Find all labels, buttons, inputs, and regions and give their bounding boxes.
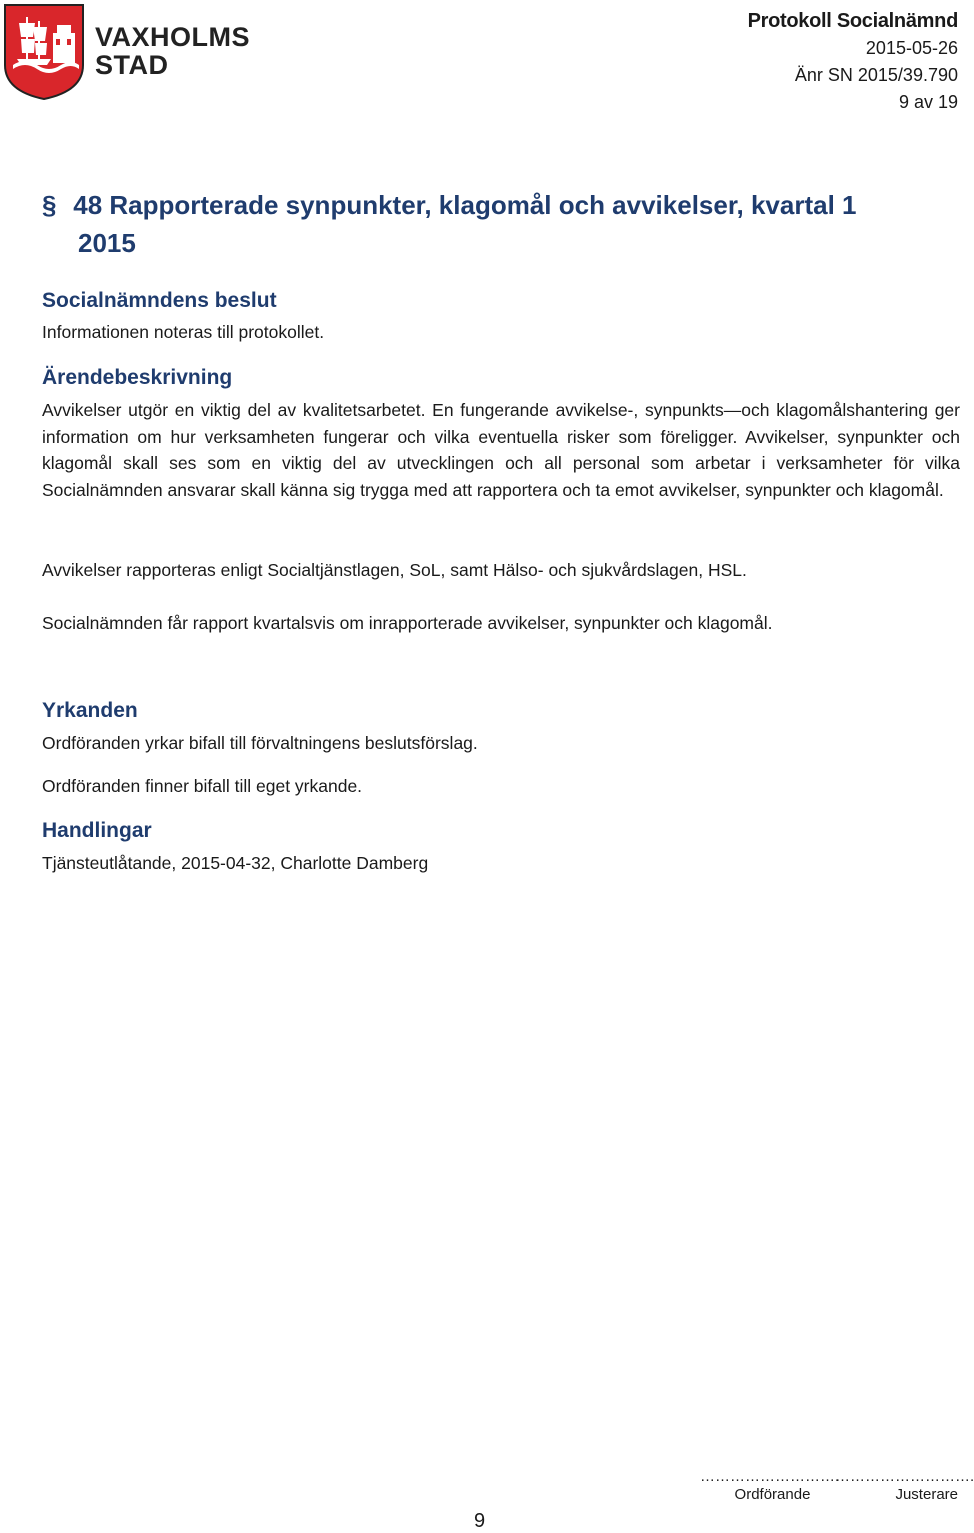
motions-heading: Yrkanden	[42, 699, 138, 722]
vaxholm-shield-icon	[3, 3, 85, 101]
logo-line1: VAXHOLMS	[95, 22, 251, 52]
section-title	[42, 186, 922, 262]
section-title-line2: 2015	[78, 228, 136, 258]
signature-block	[700, 1468, 974, 1508]
header-page-of: 9 av 19	[898, 92, 958, 112]
description-paragraph-3: Socialnämnden får rapport kvartalsvis om inrapporterade avvikelser, synpunkter och klagomål.	[42, 613, 773, 633]
chair-signature-line: ……………………….	[700, 1468, 840, 1485]
logo-line2: STAD	[95, 50, 169, 80]
adjuster-label: Justerare	[895, 1486, 958, 1503]
section-symbol: §	[42, 190, 57, 220]
page-number: 9	[474, 1510, 486, 1532]
vaxholm-logo	[3, 3, 263, 103]
logo-wordmark	[95, 23, 250, 79]
decision-heading: Socialnämndens beslut	[42, 289, 277, 312]
description-paragraph-2: Avvikelser rapporteras enligt Socialtjänstlagen, SoL, samt Hälso- och sjukvårdslagen, HSL.	[42, 560, 747, 580]
documents-heading: Handlingar	[42, 819, 152, 842]
document-header	[748, 8, 958, 116]
header-case-number: Änr SN 2015/39.790	[794, 65, 958, 85]
header-title: Protokoll Socialnämnd	[747, 10, 958, 32]
decision-text: Informationen noteras till protokollet.	[42, 322, 325, 342]
motions-text-1: Ordföranden yrkar bifall till förvaltningens beslutsförslag.	[42, 733, 478, 753]
section-title-line1: 48 Rapporterade synpunkter, klagomål och avvikelser, kvartal 1	[73, 190, 857, 220]
motions-text-2: Ordföranden finner bifall till eget yrkande.	[42, 776, 363, 796]
description-paragraph-1: Avvikelser utgör en viktig del av kvalitetsarbetet. En fungerande avvikelse-, synpunkts—och klagomålshantering ger information om hur verksamheten fungerar och vilka eventuella risker som föreligger. Avvikelser, synpunkter och klagomål skall ses som en viktig del av utvecklingen och all personal som arbetar i verksamheter för vilka Socialnämnden ansvarar skall känna sig trygga med att rapportera och ta emot avvikelser, synpunkter och klagomål.	[42, 400, 960, 500]
header-date: 2015-05-26	[865, 38, 958, 58]
documents-text: Tjänsteutlåtande, 2015-04-32, Charlotte Damberg	[42, 853, 429, 873]
chair-label: Ordförande	[734, 1486, 811, 1503]
adjuster-signature-line: ……………………….	[835, 1468, 974, 1485]
description-heading: Ärendebeskrivning	[42, 366, 233, 389]
